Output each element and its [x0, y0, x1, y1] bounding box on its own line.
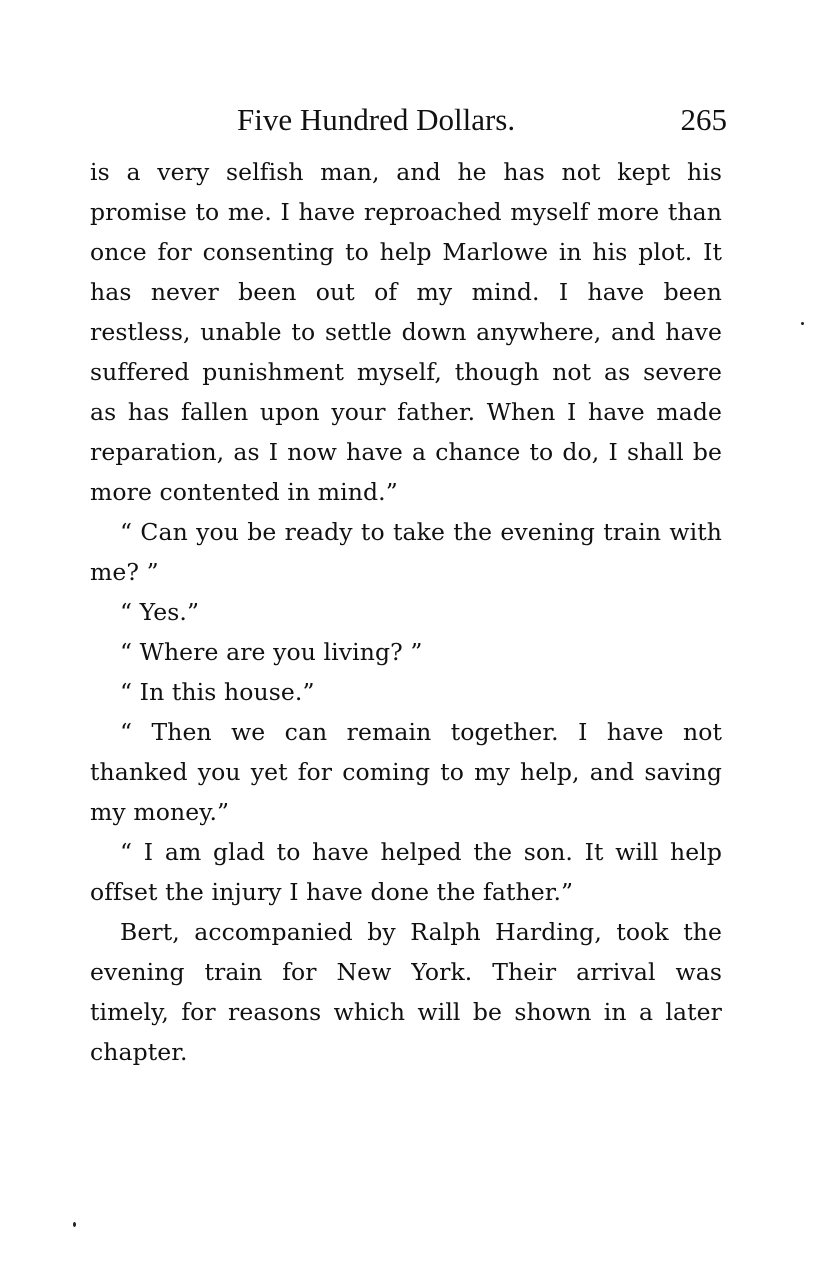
- page-number: 265: [680, 102, 727, 137]
- paragraph-continuation: is a very selfish man, and he has not kept his promise to me. I have reproached myself more than once for consenting to help Marlowe in his plot. It has never been out of my mind. I have been restless, unable to settle down anywhere, and have suffered punishment myself, though not as severe as has fallen upon your father. When I have made reparation, as I now have a chance to do, I shall be more contented in mind.”: [90, 158, 722, 506]
- paragraph-narration: Bert, accompanied by Ralph Harding, took the evening train for New York. Their arrival was timely, for reasons which will be shown in a later chapter.: [90, 918, 722, 1066]
- paragraph-dialogue: “ Where are you living? ”: [120, 638, 423, 666]
- running-head: [237, 98, 727, 142]
- scan-speck: [801, 322, 804, 325]
- running-title: Five Hundred Dollars.: [237, 102, 516, 137]
- body-text: [90, 152, 722, 1072]
- scan-speck: [73, 1222, 76, 1227]
- paragraph-dialogue: “ In this house.”: [120, 678, 315, 706]
- paragraph-dialogue: “ Can you be ready to take the evening train with me? ”: [90, 518, 722, 586]
- paragraph-dialogue: “ Then we can remain together. I have not thanked you yet for coming to my help, and saving my money.”: [90, 718, 722, 826]
- paragraph-dialogue: “ Yes.”: [120, 598, 200, 626]
- paragraph-dialogue: “ I am glad to have helped the son. It will help offset the injury I have done the father.”: [90, 838, 722, 906]
